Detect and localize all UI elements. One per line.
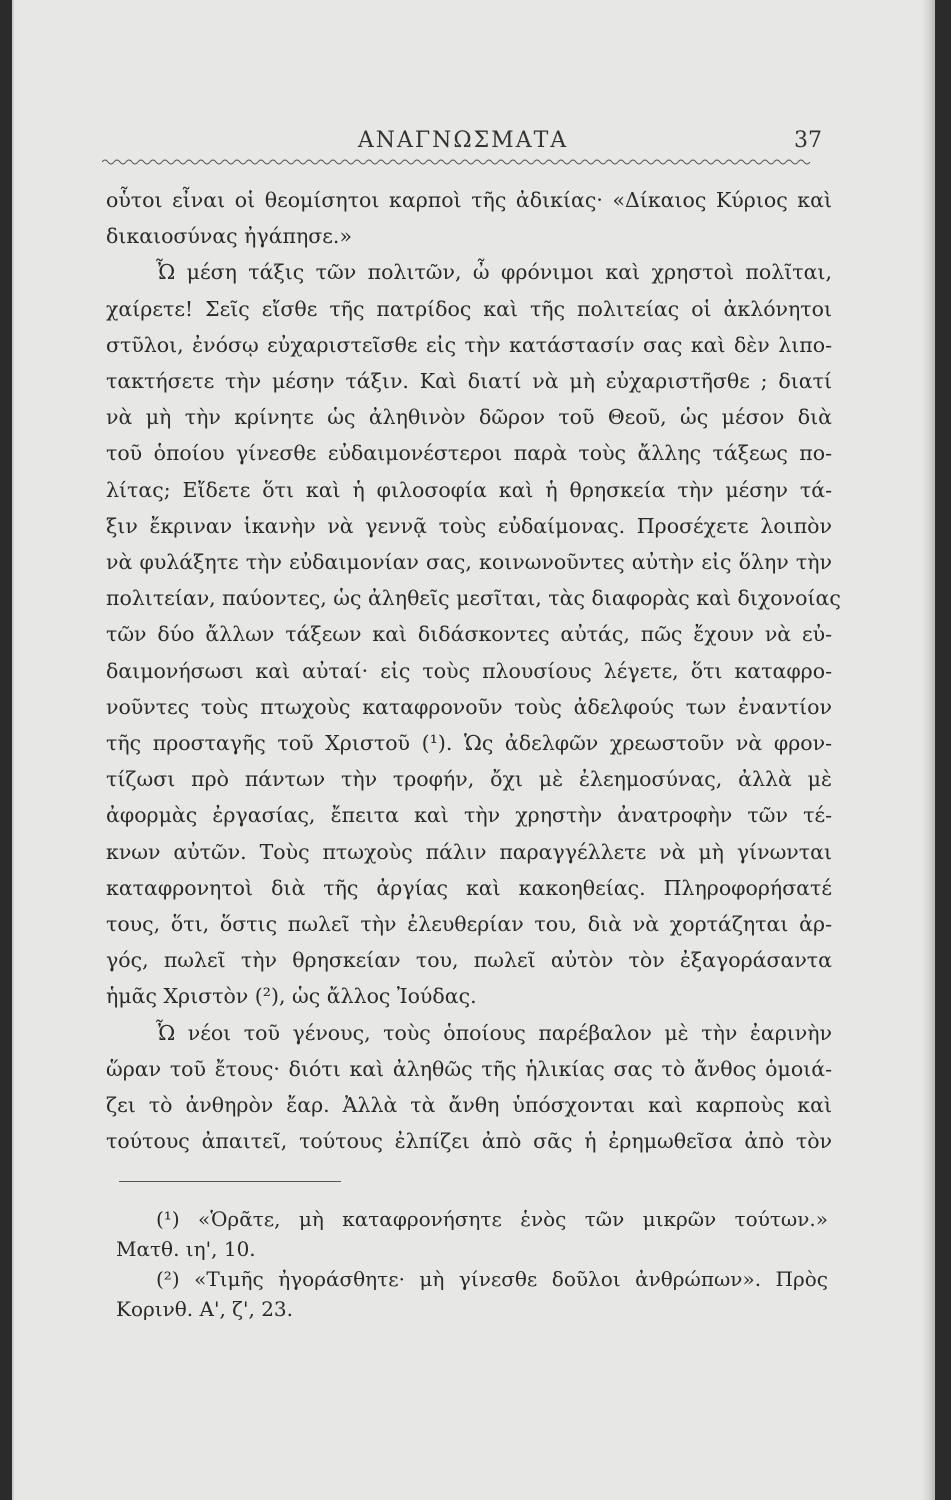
text-line: λίτας; Εἴδετε ὅτι καὶ ἡ φιλοσοφία καὶ ἡ θρησκεία τὴν μέσην τά- [106, 477, 832, 502]
text-line: καταφρονητοὶ διὰ τῆς ἀργίας καὶ κακοηθείας. Πληροφορήσατέ [106, 875, 832, 900]
text-line: Ὦ νέοι τοῦ γένους, τοὺς ὁποίους παρέβαλον μὲ τὴν ἐαρινὴν [156, 1020, 832, 1045]
text-line: τούτους ἀπαιτεῖ, τούτους ἐλπίζει ἀπὸ σᾶς ἡ ἐρημωθεῖσα ἀπὸ τὸν [106, 1129, 832, 1154]
wavy-rule [102, 158, 822, 166]
text-line: τῆς προσταγῆς τοῦ Χριστοῦ (¹). Ὡς ἀδελφῶν χρεωστοῦν νὰ φρον- [106, 731, 832, 756]
footnote-line: (¹) «Ὁρᾶτε, μὴ καταφρονήσητε ἑνὸς τῶν μικρῶν τούτων.» [156, 1207, 828, 1231]
text-line: τακτήσετε τὴν μέσην τάξιν. Καὶ διατί νὰ μὴ εὐχαριστῆσθε ; διατί [106, 369, 832, 394]
footnote-line: Κορινθ. Α', ζ', 23. [116, 1297, 294, 1321]
text-line: νοῦντες τοὺς πτωχοὺς καταφρονοῦν τοὺς ἀδελφούς των ἐναντίον [106, 694, 832, 719]
text-line: ζει τὸ ἀνθηρὸν ἔαρ. Ἀλλὰ τὰ ἄνθη ὑπόσχονται καὶ καρποὺς καὶ [106, 1093, 832, 1118]
page-number: 37 [794, 128, 822, 153]
text-line: τοῦ ὁποίου γίνεσθε εὐδαιμονέστεροι παρὰ τοὺς ἄλλης τάξεως πο- [106, 441, 832, 466]
footnote-rule [119, 1181, 341, 1182]
text-line: δικαιοσύνας ἠγάπησε.» [106, 224, 352, 249]
text-line: κνων αὐτῶν. Τοὺς πτωχοὺς πάλιν παραγγέλλετε νὰ μὴ γίνωνται [106, 839, 832, 864]
text-line: χαίρετε! Σεῖς εἴσθε τῆς πατρίδος καὶ τῆς πολιτείας οἱ ἀκλόνητοι [106, 296, 832, 321]
footnotes [116, 1204, 828, 1324]
text-line: δαιμονήσωσι καὶ αὐταί· εἰς τοὺς πλουσίους λέγετε, ὅτι καταφρο- [106, 658, 832, 683]
text-line: ξιν ἔκριναν ἱκανὴν νὰ γεννᾷ τοὺς εὐδαίμονας. Προσέχετε λοιπὸν [106, 513, 832, 538]
text-line: ἡμᾶς Χριστὸν (²), ὡς ἄλλος Ἰούδας. [106, 984, 477, 1009]
text-line: ἀφορμὰς ἐργασίας, ἔπειτα καὶ τὴν χρηστὴν ἀνατροφὴν τῶν τέ- [106, 803, 832, 828]
text-line: νὰ μὴ τὴν κρίνητε ὡς ἀληθινὸν δῶρον τοῦ Θεοῦ, ὡς μέσον διὰ [106, 405, 832, 430]
text-line: νὰ φυλάξητε τὴν εὐδαιμονίαν σας, κοινωνοῦντες αὐτὴν εἰς ὅλην τὴν [106, 550, 832, 575]
body-text [106, 182, 841, 1159]
text-line: τῶν δύο ἄλλων τάξεων καὶ διδάσκοντες αὐτάς, πῶς ἔχουν νὰ εὐ- [106, 622, 832, 647]
book-page [12, 0, 935, 1500]
text-line: τους, ὅτι, ὅστις πωλεῖ τὴν ἐλευθερίαν του, διὰ νὰ χορτάζηται ἀρ- [106, 912, 832, 937]
text-line: στῦλοι, ἐνόσῳ εὐχαριστεῖσθε εἰς τὴν κατάστασίν σας καὶ δὲν λιπο- [106, 332, 832, 357]
text-line: Ὦ μέση τάξις τῶν πολιτῶν, ὦ φρόνιμοι καὶ χρηστοὶ πολῖται, [156, 260, 832, 285]
running-head [94, 128, 832, 158]
text-line: οὗτοι εἶναι οἱ θεομίσητοι καρποὶ τῆς ἀδικίας· «Δίκαιος Κύριος καὶ [106, 188, 832, 212]
footnote-line: Ματθ. ιη', 10. [116, 1237, 256, 1261]
text-line: τίζωσι πρὸ πάντων τὴν τροφήν, ὄχι μὲ ἐλεημοσύνας, ἀλλὰ μὲ [106, 767, 832, 792]
text-line: γός, πωλεῖ τὴν θρησκείαν του, πωλεῖ αὐτὸν τὸν ἐξαγοράσαντα [106, 948, 832, 973]
running-head-title: ΑΝΑΓΝΩΣΜΑΤΑ [357, 128, 569, 153]
footnote-line: (²) «Τιμῆς ἠγοράσθητε· μὴ γίνεσθε δοῦλοι ἀνθρώπων». Πρὸς [156, 1267, 828, 1291]
text-line: ὥραν τοῦ ἔτους· διότι καὶ ἀληθῶς τῆς ἡλικίας σας τὸ ἄνθος ὁμοιά- [106, 1056, 832, 1081]
text-line: πολιτείαν, παύοντες, ὡς ἀληθεῖς μεσῖται, τὰς διαφορὰς καὶ διχονοίας [106, 586, 841, 611]
